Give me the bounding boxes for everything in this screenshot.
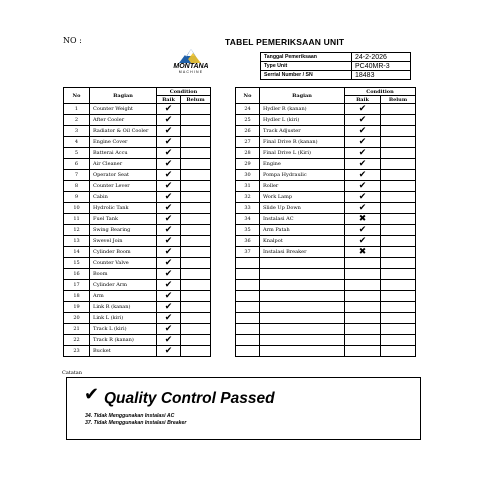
row-number: 16 [64, 269, 90, 280]
condition-baik-mark: ✔ [157, 181, 181, 192]
row-part-name: Instalasi AC [260, 214, 345, 225]
logo-subtext: MACHINE [178, 70, 204, 74]
row-part-name: Track L (kiri) [90, 324, 157, 335]
info-row [261, 62, 411, 71]
row-number: 11 [64, 214, 90, 225]
table-row [236, 115, 416, 126]
table-row [64, 203, 211, 214]
row-part-name: Counter Weight [90, 104, 157, 115]
left-table-body [64, 104, 211, 357]
condition-baik-mark: ✔ [157, 291, 181, 302]
row-part-name: Counter Valve [90, 258, 157, 269]
row-number: 22 [64, 335, 90, 346]
row-number: 27 [236, 137, 260, 148]
row-number: 29 [236, 159, 260, 170]
condition-belum-mark [381, 159, 416, 170]
row-part-name: Final Drive L (Kiri) [260, 148, 345, 159]
row-number: 35 [236, 225, 260, 236]
condition-belum-mark [381, 203, 416, 214]
notes-box [66, 377, 421, 440]
row-number [236, 313, 260, 324]
row-part-name: Swevel Join [90, 236, 157, 247]
condition-baik-mark: ✔ [157, 302, 181, 313]
row-number: 33 [236, 203, 260, 214]
row-part-name: Link L (kiri) [90, 313, 157, 324]
row-number: 3 [64, 126, 90, 137]
condition-baik-mark: ✔ [157, 104, 181, 115]
condition-baik-mark: ✔ [345, 225, 381, 236]
row-part-name [260, 269, 345, 280]
notes-label: Catatan [62, 370, 83, 376]
condition-belum-mark [381, 192, 416, 203]
header-bagian: Bagian [90, 88, 157, 104]
condition-belum-mark [181, 313, 211, 324]
header-condition: Condition [157, 88, 211, 96]
condition-baik-mark: ✔ [345, 203, 381, 214]
condition-belum-mark [381, 225, 416, 236]
table-row [236, 137, 416, 148]
header-belum: Belum [381, 96, 416, 104]
row-part-name [260, 291, 345, 302]
row-number [236, 346, 260, 357]
condition-baik-mark [345, 258, 381, 269]
row-number: 24 [236, 104, 260, 115]
empty-row [236, 280, 416, 291]
condition-belum-mark [381, 335, 416, 346]
info-label: Serrial Number / SN [261, 71, 352, 80]
row-part-name: Work Lamp [260, 192, 345, 203]
condition-baik-mark: ✔ [157, 137, 181, 148]
header-bagian: Bagian [260, 88, 345, 104]
condition-belum-mark [181, 346, 211, 357]
row-number: 15 [64, 258, 90, 269]
row-part-name: Pompa Hydraulic [260, 170, 345, 181]
row-part-name [260, 324, 345, 335]
condition-belum-mark [181, 258, 211, 269]
unit-info-table [260, 52, 411, 80]
row-number: 37 [236, 247, 260, 258]
condition-belum-mark [381, 302, 416, 313]
condition-baik-mark: ✔ [157, 192, 181, 203]
row-part-name: Operator Seat [90, 170, 157, 181]
table-row [64, 137, 211, 148]
header-no: No [236, 88, 260, 104]
condition-belum-mark [381, 115, 416, 126]
table-row [64, 324, 211, 335]
condition-belum-mark [381, 137, 416, 148]
empty-row [236, 291, 416, 302]
condition-baik-mark: ✔ [345, 137, 381, 148]
table-row [64, 258, 211, 269]
row-part-name: Track Adjuster [260, 126, 345, 137]
row-part-name: Instalasi Breaker [260, 247, 345, 258]
checkmark-icon: ✔ [84, 384, 100, 405]
row-part-name: Hydrolic Tank [90, 203, 157, 214]
table-row [64, 192, 211, 203]
info-label: Tanggal Pemeriksaan [261, 53, 352, 62]
condition-belum-mark [381, 181, 416, 192]
header-baik: Baik [157, 96, 181, 104]
condition-baik-mark: ✔ [157, 247, 181, 258]
row-number: 23 [64, 346, 90, 357]
row-number: 4 [64, 137, 90, 148]
row-number: 9 [64, 192, 90, 203]
condition-baik-mark [345, 302, 381, 313]
table-row [236, 214, 416, 225]
table-row [236, 203, 416, 214]
condition-baik-mark: ✔ [157, 148, 181, 159]
condition-baik-mark [345, 324, 381, 335]
info-value: 18483 [352, 71, 411, 80]
condition-baik-mark: ✔ [157, 214, 181, 225]
info-value: 24-2-2026 [352, 53, 411, 62]
info-label: Type Unit [261, 62, 352, 71]
condition-baik-mark [345, 313, 381, 324]
row-number [236, 302, 260, 313]
condition-baik-mark: ✔ [345, 236, 381, 247]
row-number: 28 [236, 148, 260, 159]
row-number: 31 [236, 181, 260, 192]
condition-baik-mark: ✔ [345, 181, 381, 192]
row-number: 18 [64, 291, 90, 302]
row-part-name: Cylinder Arm [90, 280, 157, 291]
row-part-name: Air Cleaner [90, 159, 157, 170]
condition-baik-mark: ✔ [157, 346, 181, 357]
condition-belum-mark [381, 280, 416, 291]
header-no: No [64, 88, 90, 104]
table-row [64, 236, 211, 247]
condition-belum-mark [181, 137, 211, 148]
empty-row [236, 302, 416, 313]
row-part-name: Radiator & Oil Cooler [90, 126, 157, 137]
row-part-name: Bucket [90, 346, 157, 357]
condition-belum-mark [381, 291, 416, 302]
condition-baik-mark: ✔ [157, 203, 181, 214]
row-number [236, 335, 260, 346]
condition-baik-mark [345, 346, 381, 357]
row-number: 25 [236, 115, 260, 126]
condition-belum-mark [181, 159, 211, 170]
row-part-name: Engine Cover [90, 137, 157, 148]
table-row [236, 225, 416, 236]
condition-belum-mark [381, 148, 416, 159]
table-row [236, 126, 416, 137]
condition-baik-mark [345, 269, 381, 280]
row-part-name: Slide Up Down [260, 203, 345, 214]
row-part-name: Roller [260, 181, 345, 192]
condition-belum-mark [381, 346, 416, 357]
condition-belum-mark [181, 335, 211, 346]
condition-belum-mark [381, 269, 416, 280]
row-number: 14 [64, 247, 90, 258]
row-part-name [260, 346, 345, 357]
row-part-name: Track R (kanan) [90, 335, 157, 346]
notes-lines [85, 413, 186, 426]
row-number: 30 [236, 170, 260, 181]
condition-belum-mark [181, 170, 211, 181]
condition-belum-mark [181, 324, 211, 335]
condition-baik-mark: ✔ [157, 126, 181, 137]
condition-baik-mark: ✔ [345, 126, 381, 137]
table-row [64, 302, 211, 313]
condition-baik-mark: ✔ [345, 159, 381, 170]
row-number: 32 [236, 192, 260, 203]
condition-baik-mark: ✔ [157, 324, 181, 335]
row-part-name: Hydler R (kanan) [260, 104, 345, 115]
condition-belum-mark [381, 236, 416, 247]
condition-baik-mark: ✔ [345, 115, 381, 126]
row-part-name: Knalpot [260, 236, 345, 247]
header-baik: Baik [345, 96, 381, 104]
table-row [236, 159, 416, 170]
row-number [236, 280, 260, 291]
condition-belum-mark [181, 104, 211, 115]
condition-belum-mark [181, 115, 211, 126]
row-number: 13 [64, 236, 90, 247]
row-number: 7 [64, 170, 90, 181]
table-row [236, 170, 416, 181]
row-part-name [260, 280, 345, 291]
table-row [64, 126, 211, 137]
row-part-name: Arm Patah [260, 225, 345, 236]
logo-wordmark: MONTANA [173, 63, 209, 70]
table-row [64, 181, 211, 192]
row-part-name: Engine [260, 159, 345, 170]
condition-belum-mark [381, 258, 416, 269]
condition-belum-mark [181, 269, 211, 280]
table-row [64, 225, 211, 236]
condition-baik-mark [345, 291, 381, 302]
header-belum: Belum [181, 96, 211, 104]
table-row [64, 214, 211, 225]
condition-baik-mark: ✔ [345, 170, 381, 181]
row-number [236, 324, 260, 335]
inspection-table-left [63, 87, 211, 357]
table-row [64, 148, 211, 159]
table-row [236, 192, 416, 203]
info-row [261, 71, 411, 80]
row-part-name: Cylinder Boom [90, 247, 157, 258]
condition-belum-mark [181, 302, 211, 313]
condition-baik-mark [345, 335, 381, 346]
condition-belum-mark [181, 181, 211, 192]
empty-row [236, 258, 416, 269]
note-line: 34. Tidak Menggunakan Instalasi AC [85, 413, 175, 419]
condition-belum-mark [181, 126, 211, 137]
condition-belum-mark [181, 225, 211, 236]
row-number [236, 258, 260, 269]
table-row [236, 247, 416, 258]
header-condition: Condition [345, 88, 416, 96]
row-part-name: Hydler L (kiri) [260, 115, 345, 126]
row-part-name [260, 313, 345, 324]
empty-row [236, 335, 416, 346]
empty-row [236, 346, 416, 357]
row-part-name: After Cooler [90, 115, 157, 126]
condition-baik-mark: ✔ [157, 313, 181, 324]
row-number: 19 [64, 302, 90, 313]
condition-belum-mark [381, 170, 416, 181]
row-part-name: Counter Lever [90, 181, 157, 192]
condition-baik-mark: ✖ [345, 214, 381, 225]
condition-baik-mark: ✔ [157, 225, 181, 236]
condition-belum-mark [381, 247, 416, 258]
table-row [64, 346, 211, 357]
condition-belum-mark [181, 280, 211, 291]
info-row [261, 53, 411, 62]
row-number: 5 [64, 148, 90, 159]
table-row [64, 313, 211, 324]
condition-baik-mark [345, 280, 381, 291]
row-number: 1 [64, 104, 90, 115]
empty-row [236, 313, 416, 324]
condition-belum-mark [181, 214, 211, 225]
condition-belum-mark [181, 236, 211, 247]
note-line: 37. Tidak Menggunakan Instalasi Breaker [85, 419, 187, 426]
row-number: 17 [64, 280, 90, 291]
row-number: 26 [236, 126, 260, 137]
row-number: 21 [64, 324, 90, 335]
condition-belum-mark [381, 324, 416, 335]
condition-belum-mark [181, 192, 211, 203]
row-number: 6 [64, 159, 90, 170]
table-row [64, 170, 211, 181]
condition-belum-mark [381, 126, 416, 137]
right-table-body [236, 104, 416, 357]
row-number [236, 291, 260, 302]
condition-belum-mark [381, 214, 416, 225]
condition-baik-mark: ✔ [345, 192, 381, 203]
row-part-name [260, 335, 345, 346]
table-row [64, 104, 211, 115]
row-part-name: Final Drive R (kanan) [260, 137, 345, 148]
table-row [64, 115, 211, 126]
condition-baik-mark: ✔ [157, 170, 181, 181]
row-number: 36 [236, 236, 260, 247]
condition-belum-mark [181, 291, 211, 302]
condition-belum-mark [181, 148, 211, 159]
table-row [236, 148, 416, 159]
table-row [64, 269, 211, 280]
condition-baik-mark: ✔ [157, 159, 181, 170]
condition-baik-mark: ✔ [157, 335, 181, 346]
condition-baik-mark: ✖ [345, 247, 381, 258]
table-row [236, 181, 416, 192]
table-row [64, 159, 211, 170]
table-row [64, 335, 211, 346]
condition-baik-mark: ✔ [157, 115, 181, 126]
inspection-table-right [235, 87, 416, 357]
condition-baik-mark: ✔ [157, 258, 181, 269]
row-number: 12 [64, 225, 90, 236]
row-part-name: Link R (kanan) [90, 302, 157, 313]
condition-baik-mark: ✔ [157, 280, 181, 291]
row-part-name: Boom [90, 269, 157, 280]
document-number-label: NO : [63, 36, 82, 45]
row-number: 34 [236, 214, 260, 225]
condition-baik-mark: ✔ [345, 148, 381, 159]
empty-row [236, 269, 416, 280]
qc-passed-headline: Quality Control Passed [104, 390, 275, 407]
row-part-name [260, 258, 345, 269]
condition-baik-mark: ✔ [157, 269, 181, 280]
empty-row [236, 324, 416, 335]
row-part-name [260, 302, 345, 313]
info-value: PC40MR-3 [352, 62, 411, 71]
row-number: 8 [64, 181, 90, 192]
row-part-name: Cabin [90, 192, 157, 203]
condition-baik-mark: ✔ [157, 236, 181, 247]
table-row [236, 236, 416, 247]
condition-belum-mark [381, 104, 416, 115]
table-row [236, 104, 416, 115]
condition-belum-mark [181, 247, 211, 258]
table-row [64, 280, 211, 291]
row-part-name: Batterai Accu [90, 148, 157, 159]
row-part-name: Fuel Tank [90, 214, 157, 225]
row-part-name: Swing Bearing [90, 225, 157, 236]
document-title: TABEL PEMERIKSAAN UNIT [225, 37, 345, 47]
row-number: 2 [64, 115, 90, 126]
condition-belum-mark [381, 313, 416, 324]
table-row [64, 247, 211, 258]
condition-belum-mark [181, 203, 211, 214]
row-number [236, 269, 260, 280]
condition-baik-mark: ✔ [345, 104, 381, 115]
row-number: 10 [64, 203, 90, 214]
table-row [64, 291, 211, 302]
row-part-name: Arm [90, 291, 157, 302]
row-number: 20 [64, 313, 90, 324]
